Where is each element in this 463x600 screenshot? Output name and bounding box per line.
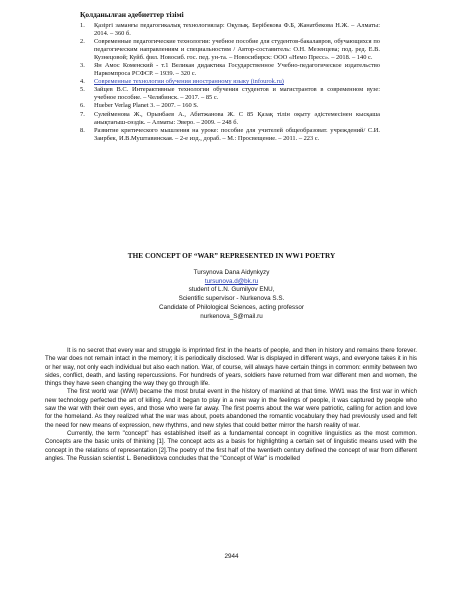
reference-text: Сулейменова Ж., Орынбаев А., Абитжанова Ж. С 85 Қазақ тілін оқыту әдістемесінен кысқаша анықтағыш-сөздік. – Алматы: Эверо. – 2009. – 248 б. — [94, 110, 380, 126]
reference-number: 7. — [80, 110, 85, 118]
reference-item — [80, 22, 380, 38]
reference-item — [80, 38, 380, 62]
reference-text: Hueber Verlag Planet 3. – 2007. – 160 S. — [94, 102, 199, 110]
reference-item — [80, 62, 380, 78]
reference-number: 6. — [80, 102, 85, 110]
references-list — [80, 22, 380, 143]
reference-item — [80, 102, 380, 110]
body-paragraph: The first world war (WWI) became the most brutal event in the history of mankind at that time. WW1 was the first war in which new technology perfected the art of killing. And it began to play in a new way in the feelings of people, it was captured by people who saw the war with their own eyes, and those who were far away. The first poems about the war were patriotic, calling for action and love for the homeland. As they realized what the war was about, poets abandoned the romantic vocabulary they had previously used and felt the need for new means of expression, new rhythms, and new styles that could better mirror the harsh reality of war. — [45, 388, 417, 429]
reference-link[interactable]: Современные технологии обучения иностранному языку (infourok.ru) — [94, 78, 284, 86]
reference-item — [80, 127, 380, 143]
reference-text: Зайцев В.С. Интерактивные технологии обучения студентов и магистрантов в современном вузе: учебное пособие. – Челябинск. – 2017. – 85 с. — [94, 86, 380, 102]
supervisor-name: Scientific supervisor - Nurkenova S.S. — [178, 295, 285, 303]
reference-number: 4. — [80, 78, 85, 86]
reference-number: 1. — [80, 22, 85, 29]
reference-item — [80, 111, 380, 127]
supervisor-title: Candidate of Philological Sciences, acting professor — [159, 303, 304, 311]
reference-item — [80, 86, 380, 102]
reference-number: 5. — [80, 86, 85, 94]
article-body — [45, 347, 417, 463]
article-title: THE CONCEPT OF “WAR” REPRESENTED IN WW1 POETRY — [127, 252, 336, 260]
reference-number: 2. — [80, 38, 85, 46]
reference-text: Современные педагогические технологии: учебное пособие для студентов-бакалавров, обучающихся по педагогическим направлениям и специальностям / Автор-составитель: О.Н. Мезенцева; под. ред. Е.В. Кузнецовой; Куйб. фил. Новосиб. гос. пед. ун-та. – Новосибирск: ООО «Немо Пресс». – 2018. – 140 с. — [94, 38, 380, 62]
supervisor-email: nurkenova_S@mail.ru — [200, 312, 263, 320]
body-paragraph: Currently, the term "concept" has established itself as a fundamental concept in cognitive linguistics as the most common. Concepts are the basic units of thinking [1]. The concept acts as a basis for highlighting a certain set of linguistic means used with the concept in the relations of representation [2].The poetry of the first half of the twentieth century defined the concept of war from different angles. The Russian scientist L. Benediktova concludes that the "Concept of War" is modelled — [45, 429, 417, 462]
reference-number: 8. — [80, 126, 85, 134]
page-number: 2944 — [224, 553, 239, 560]
reference-text: Ян Амос Коменский - т.1 Великая дидактика Государственное Учебно-педагогическое издательство Наркомпроса РСФСР. – 1939. – 320 с. — [94, 62, 380, 78]
author-email-link[interactable]: tursunova.d@bk.ru — [204, 277, 259, 285]
reference-text: Развитие критического мышления на уроке: пособие для учителей общеобразоват. учреждений/ С.И. Заирбек, И.В.Муштавинская. – 2-е изд., дораб. – М.: Просвещение. – 2011. – 223 с. — [94, 126, 380, 142]
reference-item — [80, 78, 380, 86]
reference-number: 3. — [80, 62, 85, 70]
author-affiliation: student of L.N. Gumilyov ENU, — [188, 286, 275, 294]
body-paragraph: It is no secret that every war and struggle is imprinted first in the hearts of people, and then in history and remains there forever. The war does not remain intact in the memory; it is periodically disclosed. War is displayed in different ways, and everyone takes it in his or her way, not only each individual but also each nation. War, of course, will always have certain things in common: enmity between two sides, conflict, death, and lasting repercussions. For hundreds of years, soldiers have returned from war different men and women, the things they have seen changing the way they go through life. — [45, 347, 417, 388]
references-heading: Қолданылған әдебиеттер тізімі — [80, 10, 184, 19]
reference-text: Қазіргі заманғы педагогикалық технологиялар: Оқулық. Берібекова Ф.Б, Жанатбекова Н.Ж. – Алматы: 2014. – 360 б. — [94, 22, 380, 38]
author-name: Tursynova Dana Aidynkyzy — [193, 269, 270, 276]
author-block — [0, 269, 463, 321]
